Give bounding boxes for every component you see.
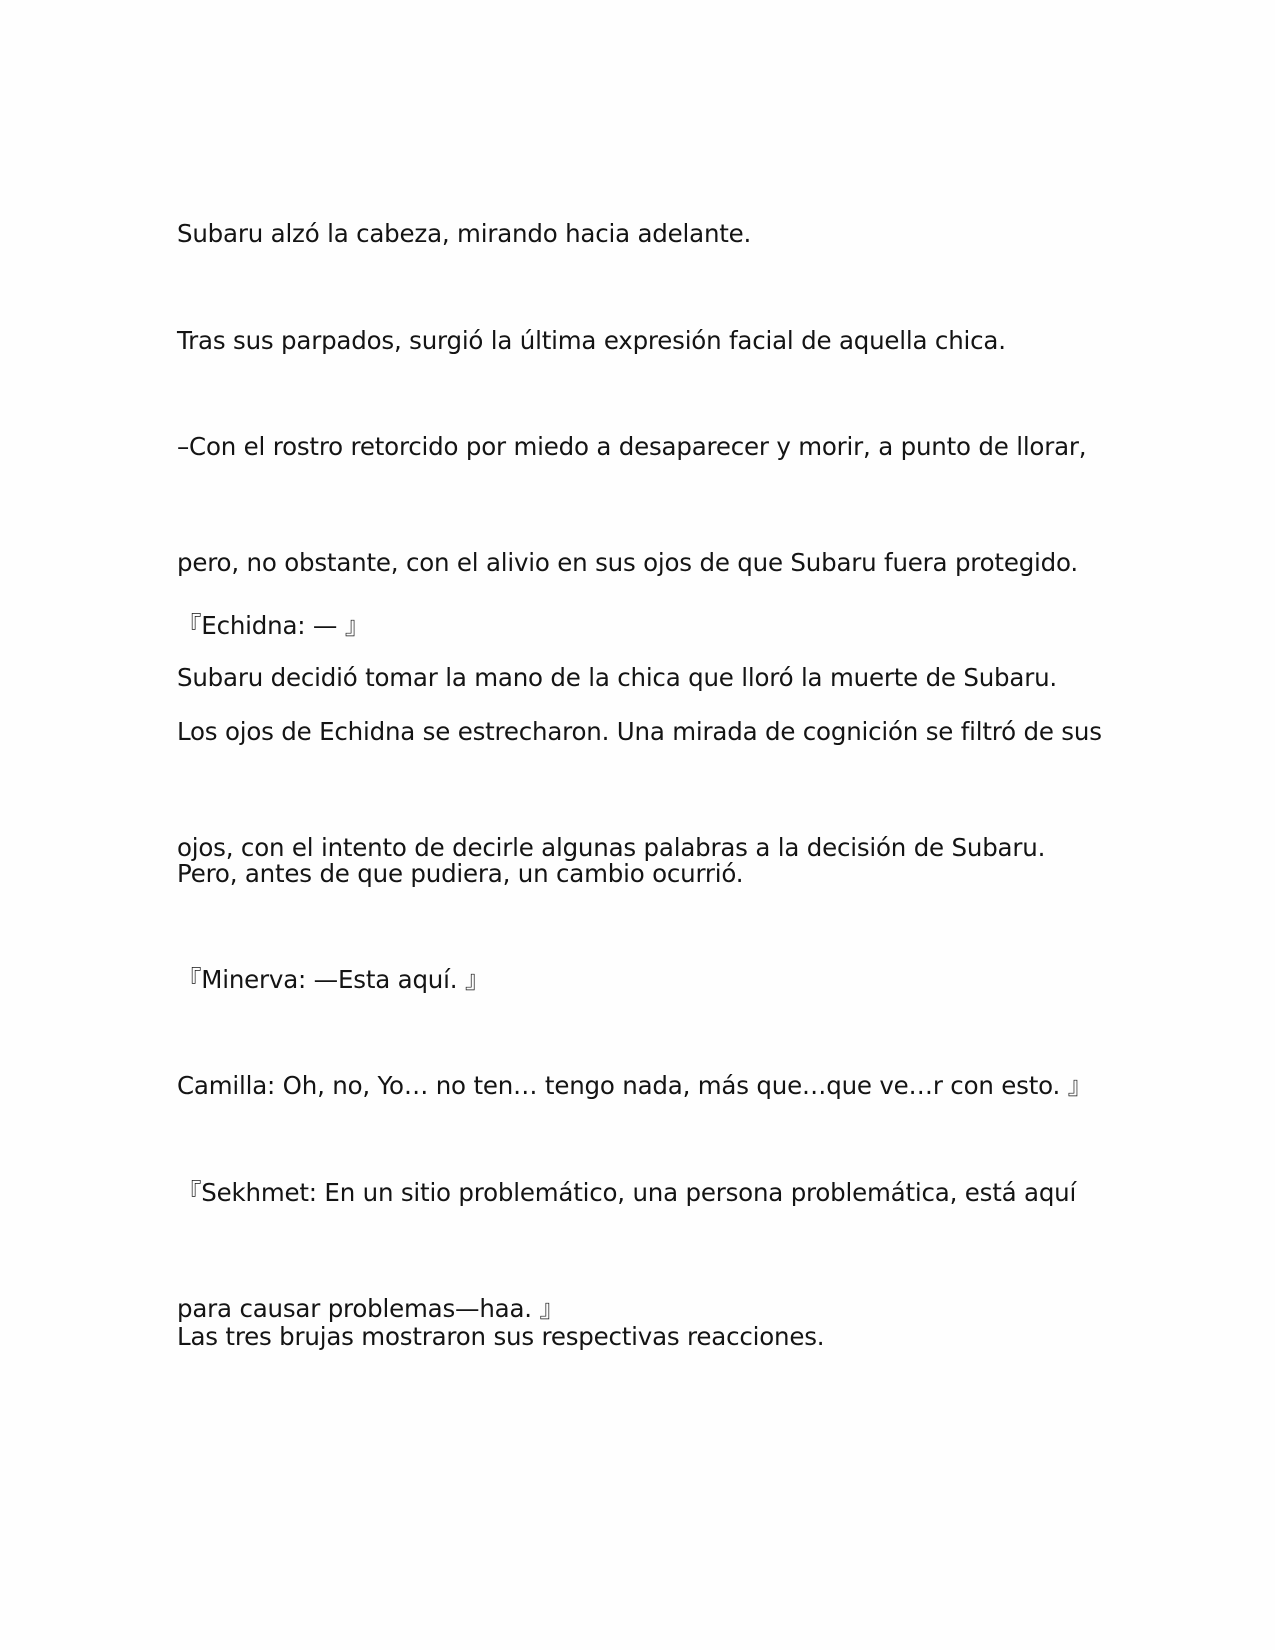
paragraph-line: –Con el rostro retorcido por miedo a desaparecer y morir, a punto de llorar, — [177, 432, 1087, 461]
paragraph-line: Los ojos de Echidna se estrecharon. Una mirada de cognición se filtró de sus — [177, 717, 1102, 746]
paragraph-6 — [177, 1241, 1097, 1434]
paragraph-line: Tras sus parpados, surgió la última expresión facial de aquella chica. — [177, 326, 1006, 355]
paragraph-line: Camilla: Oh, no, Yo… no ten… tengo nada, más que…que ve…r con esto. 』 — [177, 1071, 1092, 1100]
paragraph-line: Pero, antes de que pudiera, un cambio ocurrió. — [177, 859, 744, 888]
paragraph-line: para causar problemas—haa. 』 — [177, 1293, 564, 1323]
paragraph-line: 『Minerva: —Esta aquí. 』 — [177, 965, 490, 994]
paragraph-line: Las tres brujas mostraron sus respectivas reacciones. — [177, 1322, 825, 1351]
paragraph-line: Subaru decidió tomar la mano de la chica que lloró la muerte de Subaru. — [177, 663, 1058, 692]
paragraph-line: ojos, con el intento de decirle algunas palabras a la decisión de Subaru. — [177, 832, 1046, 862]
paragraph-line: pero, no obstante, con el alivio en sus ojos de que Subaru fuera protegido. — [177, 547, 1078, 577]
paragraph-line: 『Sekhmet: En un sitio problemático, una persona problemática, está aquí — [177, 1178, 1077, 1207]
paragraph-line: Subaru alzó la cabeza, mirando hacia adelante. — [177, 219, 752, 248]
paragraph-line: 『Echidna: — 』 — [177, 611, 370, 640]
